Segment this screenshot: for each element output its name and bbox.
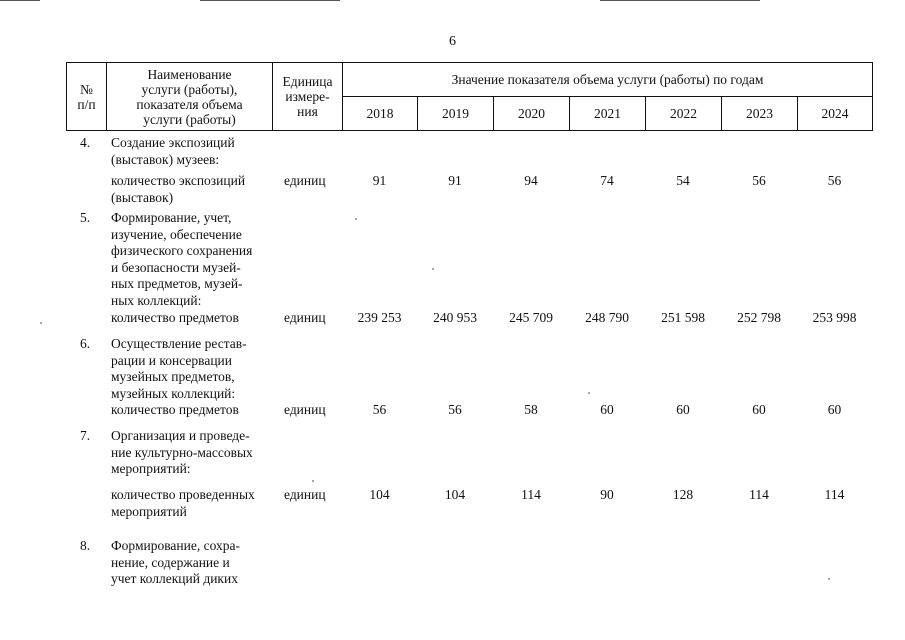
row-indicator: количество проведенных мероприятий (111, 487, 255, 519)
header-no: № п/п (67, 63, 107, 131)
header-unit: Единица измере- ния (273, 63, 343, 131)
scan-speck (355, 218, 357, 220)
scan-speck (588, 392, 590, 394)
value-cell: 252 798 (737, 310, 781, 325)
header-year: 2018 (343, 97, 418, 131)
value-cell: 128 (672, 487, 694, 502)
value-cell: 239 253 (357, 310, 402, 325)
scan-edge-line (600, 0, 760, 1)
scan-speck (312, 480, 314, 482)
row-number: 4. (80, 135, 91, 150)
row-title: Формирование, учет, изучение, обеспечение физического сохранения и безопасности музей- ных предметов, музей- ных коллекций: (111, 210, 253, 308)
page-number: 6 (449, 34, 456, 49)
value-cell: 54 (676, 173, 690, 188)
row-title: Создание экспозиций (выставок) музеев: (111, 135, 235, 167)
value-cell: 60 (600, 402, 614, 417)
value-cell: 91 (372, 173, 387, 188)
value-cell: 251 598 (661, 310, 705, 325)
value-cell: 114 (521, 487, 541, 502)
row-indicator: количество предметов (111, 402, 239, 417)
value-cell: 104 (369, 487, 390, 502)
scan-speck (432, 268, 434, 270)
scan-edge-line (0, 0, 40, 1)
header-year: 2020 (494, 97, 570, 131)
table-header (66, 62, 873, 131)
scan-edge-line (200, 0, 340, 1)
value-cell: 245 709 (509, 310, 553, 325)
row-number: 5. (80, 210, 91, 225)
header-year: 2021 (570, 97, 646, 131)
value-cell: 60 (676, 402, 690, 417)
value-cell: 74 (600, 173, 614, 188)
scan-speck (828, 578, 830, 580)
header-year: 2022 (646, 97, 722, 131)
value-cell: 60 (752, 402, 766, 417)
value-cell: 56 (372, 402, 387, 417)
value-cell: 56 (752, 173, 766, 188)
scan-speck (40, 322, 42, 324)
value-cell: 94 (524, 173, 538, 188)
row-unit: единиц (284, 487, 326, 502)
row-title: Осуществление рестав- рации и консервации музейных предметов, музейных коллекций: (111, 336, 247, 401)
value-cell: 114 (749, 487, 769, 502)
header-year: 2019 (418, 97, 494, 131)
row-number: 6. (80, 336, 91, 351)
value-cell: 240 953 (433, 310, 477, 325)
row-title: Организация и проведе- ние культурно-массовых мероприятий: (111, 428, 253, 476)
value-cell: 58 (524, 402, 538, 417)
value-cell: 60 (827, 402, 842, 417)
header-year: 2023 (722, 97, 798, 131)
header-name: Наименование услуги (работы), показателя объема услуги (работы) (107, 63, 273, 131)
value-cell: 104 (444, 487, 466, 502)
value-cell: 248 790 (585, 310, 629, 325)
value-cell: 253 998 (812, 310, 857, 325)
value-cell: 56 (827, 173, 842, 188)
row-indicator: количество экспозиций (выставок) (111, 173, 246, 205)
row-number: 7. (80, 428, 91, 443)
row-unit: единиц (284, 310, 326, 325)
value-cell: 56 (448, 402, 462, 417)
row-indicator: количество предметов (111, 310, 239, 325)
row-number: 8. (80, 538, 91, 553)
row-unit: единиц (284, 402, 326, 417)
header-values: Значение показателя объема услуги (работы) по годам (343, 63, 873, 97)
row-title: Формирование, сохра- нение, содержание и учет коллекций диких (111, 538, 241, 586)
value-cell: 91 (448, 173, 462, 188)
header-year: 2024 (798, 97, 873, 131)
value-cell: 90 (600, 487, 614, 502)
row-unit: единиц (284, 173, 326, 188)
value-cell: 114 (824, 487, 845, 502)
